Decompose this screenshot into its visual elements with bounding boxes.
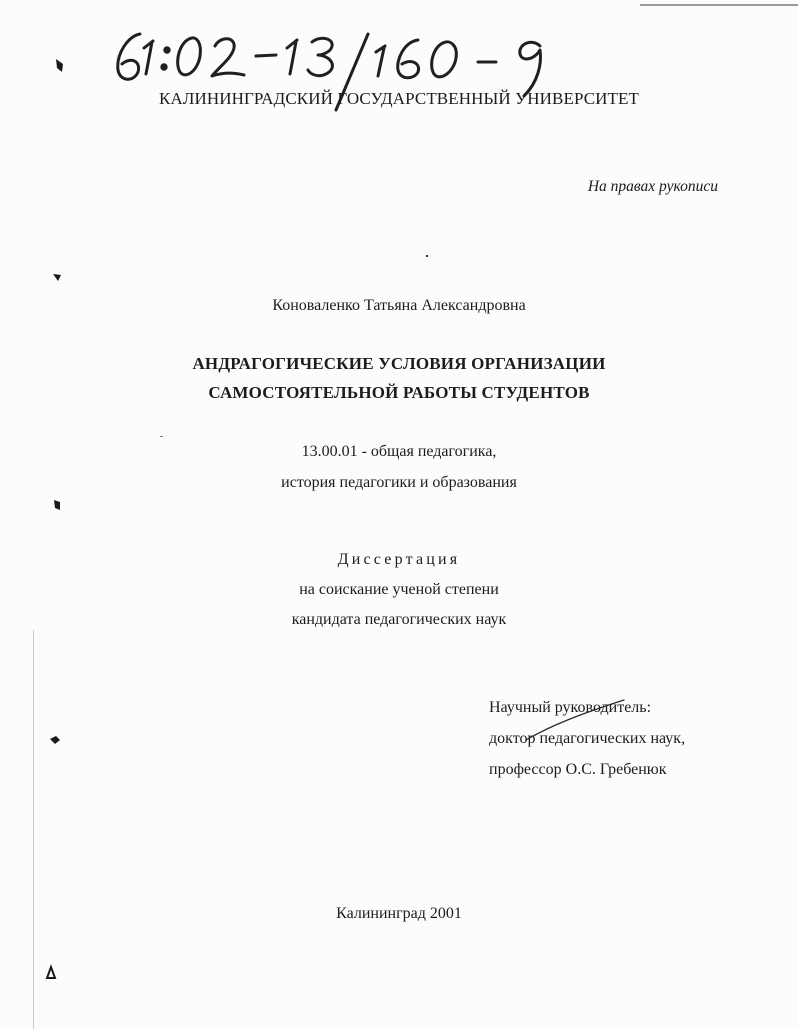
specialty-line-2: история педагогики и образования <box>281 474 517 491</box>
degree-line-3: кандидата педагогических наук <box>291 611 507 628</box>
signature-stroke <box>520 696 630 746</box>
scan-edge-line <box>33 630 34 1029</box>
city-year: Калининград 2001 <box>336 905 462 922</box>
scan-speck <box>426 255 428 257</box>
university-name: КАЛИНИНГРАДСКИЙ ГОСУДАРСТВЕННЫЙ УНИВЕРСИТЕТ <box>159 89 639 108</box>
advisor-name: профессор О.С. Гребенюк <box>489 761 667 778</box>
punch-mark <box>50 497 64 513</box>
degree-line-2: на соискание ученой степени <box>299 581 499 598</box>
punch-mark <box>50 270 64 284</box>
scan-speck <box>160 436 163 437</box>
degree-type: Диссертация <box>337 551 461 568</box>
scan-edge-line <box>640 4 798 6</box>
author-name: Коноваленко Татьяна Александровна <box>272 297 526 314</box>
advisor-label: Научный руководитель: <box>489 699 652 716</box>
punch-mark <box>47 733 63 747</box>
manuscript-rights: На правах рукописи <box>587 178 718 195</box>
title-line-2: САМОСТОЯТЕЛЬНОЙ РАБОТЫ СТУДЕНТОВ <box>208 383 590 402</box>
advisor-degree: доктор педагогических наук, <box>489 730 686 747</box>
specialty-line-1: 13.00.01 - общая педагогика, <box>301 443 497 460</box>
title-line-1: АНДРАГОГИЧЕСКИЕ УСЛОВИЯ ОРГАНИЗАЦИИ <box>192 354 606 373</box>
punch-mark <box>52 56 68 76</box>
punch-mark <box>43 964 59 982</box>
